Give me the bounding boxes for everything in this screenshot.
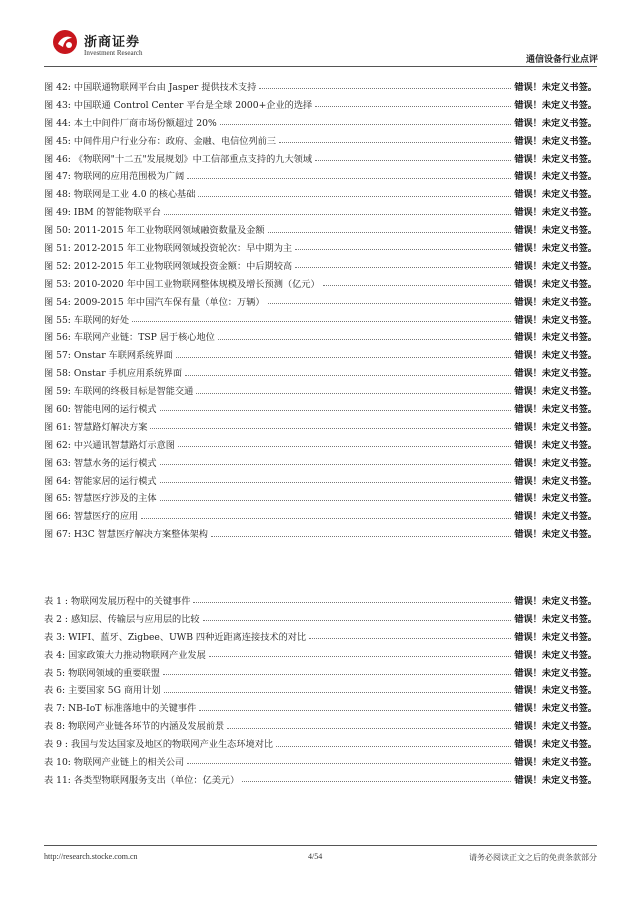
figure-entry-title: 本土中间件厂商市场份额超过 20% [73, 117, 217, 129]
figure-entry[interactable] [44, 274, 597, 292]
table-entry-title: 物联网产业链上的相关公司 [73, 756, 185, 768]
figure-entry-number: 图 48: [44, 189, 71, 201]
figure-entry[interactable] [44, 435, 597, 453]
dot-leader [163, 674, 511, 675]
table-entry-title: 物联网领域的重要联盟 [68, 667, 160, 679]
figure-entry-page-ref[interactable]: 错误！未定义书签。 [514, 511, 597, 523]
figure-entry[interactable] [44, 149, 597, 167]
table-entry[interactable] [44, 645, 597, 663]
figure-entry-page-ref[interactable]: 错误！未定义书签。 [514, 403, 597, 415]
table-entry-page-ref[interactable]: 错误！未定义书签。 [514, 774, 597, 786]
figure-entry-title: 中国联通物联网平台由 Jasper 提供技术支持 [73, 81, 257, 93]
figure-entry-number: 图 64: [44, 475, 71, 487]
figure-entry-title: 2009-2015 年中国汽车保有量（单位：万辆） [73, 296, 265, 308]
figure-entry-title: 车联网产业链：TSP 居于核心地位 [73, 332, 215, 344]
table-entry-number: 表 1 : [44, 595, 68, 607]
figure-entry[interactable] [44, 381, 597, 399]
dot-leader [268, 232, 512, 233]
table-entry-number: 表 2 : [44, 613, 68, 625]
table-entry-title: 物联网发展历程中的关键事件 [70, 595, 191, 607]
dot-leader [295, 267, 511, 268]
dot-leader [279, 142, 511, 143]
table-entry-title: WIFI、蓝牙、Zigbee、UWB 四种近距离连接技术的对比 [68, 631, 307, 643]
figure-entry-page-ref[interactable]: 错误！未定义书签。 [514, 493, 597, 505]
table-entry-page-ref[interactable]: 错误！未定义书签。 [514, 739, 597, 751]
table-entry-title: 国家政策大力推动物联网产业发展 [68, 649, 206, 661]
figure-entry[interactable] [44, 417, 597, 435]
table-entry-number: 表 5: [44, 667, 66, 679]
figure-entry-number: 图 49: [44, 207, 71, 219]
figure-entry-number: 图 60: [44, 403, 71, 415]
table-entry-number: 表 8: [44, 721, 66, 733]
figure-entry[interactable] [44, 292, 597, 310]
figure-entry-number: 图 55: [44, 314, 71, 326]
figure-entry-page-ref[interactable]: 错误！未定义书签。 [514, 475, 597, 487]
brand-name-en: Investment Research [84, 49, 143, 57]
figure-entry-number: 图 47: [44, 171, 71, 183]
dot-leader [164, 692, 512, 693]
figure-entry-title: 智能家居的运行模式 [73, 475, 157, 487]
figure-entry-number: 图 46: [44, 153, 71, 165]
table-entry[interactable] [44, 609, 597, 627]
disclaimer-note: 请务必阅读正文之后的免责条款部分 [469, 853, 597, 862]
figure-entry[interactable] [44, 327, 597, 345]
figure-entry-number: 图 45: [44, 135, 71, 147]
dot-leader [242, 781, 511, 782]
figure-entry[interactable] [44, 345, 597, 363]
figure-entry-page-ref[interactable]: 错误！未定义书签。 [514, 99, 597, 111]
figure-entry-number: 图 53: [44, 278, 71, 290]
figure-entry-number: 图 59: [44, 386, 71, 398]
figure-entry[interactable] [44, 506, 597, 524]
figure-entry-title: 《物联网"十二五"发展规划》中工信部重点支持的九大领域 [73, 153, 313, 165]
table-entry-page-ref[interactable]: 错误！未定义书签。 [514, 595, 597, 607]
table-entry-page-ref[interactable]: 错误！未定义书签。 [514, 649, 597, 661]
figure-entry-page-ref[interactable]: 错误！未定义书签。 [514, 117, 597, 129]
table-entry-number: 表 3: [44, 631, 66, 643]
dot-leader [160, 410, 512, 411]
table-entry-title: 主要国家 5G 商用计划 [68, 685, 161, 697]
dot-leader [187, 763, 511, 764]
figure-entry-page-ref[interactable]: 错误！未定义书签。 [514, 386, 597, 398]
dot-leader [141, 518, 511, 519]
figure-entry-title: 2010-2020 年中国工业物联网整体规模及增长预测（亿元） [73, 278, 320, 290]
dot-leader [220, 124, 512, 125]
table-entry[interactable] [44, 770, 597, 788]
figure-entry-page-ref[interactable]: 错误！未定义书签。 [514, 529, 597, 541]
table-entry[interactable] [44, 752, 597, 770]
figure-entry-number: 图 66: [44, 511, 71, 523]
figure-entry-title: Onstar 手机应用系统界面 [73, 368, 183, 380]
figure-entry-title: 智慧水务的运行模式 [73, 457, 157, 469]
figure-entry[interactable] [44, 524, 597, 542]
dot-leader [323, 285, 512, 286]
brand-name-cn: 浙商证券 [84, 35, 141, 50]
figure-entry-number: 图 54: [44, 296, 71, 308]
figure-entry-page-ref[interactable]: 错误！未定义书签。 [514, 296, 597, 308]
table-entry-title: NB-IoT 标准落地中的关键事件 [68, 703, 197, 715]
figure-entry-title: 2012-2015 年工业物联网领域投资轮次：早中期为主 [73, 242, 293, 254]
dot-leader [227, 728, 511, 729]
table-entry-page-ref[interactable]: 错误！未定义书签。 [514, 703, 597, 715]
figure-entry-number: 图 43: [44, 99, 71, 111]
figure-entry[interactable] [44, 363, 597, 381]
company-logo-icon [52, 29, 78, 55]
dot-leader [218, 339, 511, 340]
table-entry-page-ref[interactable]: 错误！未定义书签。 [514, 613, 597, 625]
dot-leader [198, 196, 511, 197]
figure-entry-title: 车联网的终极目标是智能交通 [73, 386, 194, 398]
dot-leader [187, 178, 511, 179]
table-entry-number: 表 10: [44, 756, 71, 768]
figure-entry-number: 图 65: [44, 493, 71, 505]
figure-entry[interactable] [44, 471, 597, 489]
figure-entry[interactable] [44, 113, 597, 131]
dot-leader [164, 214, 511, 215]
dot-leader [309, 638, 511, 639]
figure-entry-page-ref[interactable]: 错误！未定义书签。 [514, 457, 597, 469]
figure-entry-title: 2012-2015 年工业物联网领域投资金额：中后期较高 [73, 260, 293, 272]
figure-entry-number: 图 44: [44, 117, 71, 129]
figure-entry-page-ref[interactable]: 错误！未定义书签。 [514, 314, 597, 326]
figure-entry-title: Onstar 车联网系统界面 [73, 350, 173, 362]
figure-entry-number: 图 67: [44, 529, 71, 541]
dot-leader [150, 428, 511, 429]
figure-entry-page-ref[interactable]: 错误！未定义书签。 [514, 278, 597, 290]
figure-entry-page-ref[interactable]: 错误！未定义书签。 [514, 81, 597, 93]
figure-entry-number: 图 52: [44, 260, 71, 272]
dot-leader [211, 536, 511, 537]
dot-leader [259, 88, 511, 89]
figure-entry-page-ref[interactable]: 错误！未定义书签。 [514, 332, 597, 344]
figure-entry[interactable] [44, 202, 597, 220]
dot-leader [160, 500, 512, 501]
table-entry[interactable] [44, 680, 597, 698]
figure-entry-page-ref[interactable]: 错误！未定义书签。 [514, 189, 597, 201]
figure-entry-title: 智慧医疗涉及的主体 [73, 493, 157, 505]
dot-leader [193, 602, 511, 603]
figure-entry-title: 智能电网的运行模式 [73, 403, 157, 415]
figure-entry-title: 智慧医疗的应用 [73, 511, 139, 523]
table-entry-number: 表 6: [44, 685, 66, 697]
figure-entry-page-ref[interactable]: 错误！未定义书签。 [514, 350, 597, 362]
dot-leader [160, 464, 512, 465]
table-entry-number: 表 4: [44, 649, 66, 661]
dot-leader [185, 375, 511, 376]
table-entry-page-ref[interactable]: 错误！未定义书签。 [514, 631, 597, 643]
table-entry-number: 表 7: [44, 703, 66, 715]
figure-entry-number: 图 50: [44, 225, 71, 237]
figure-entry-title: 物联网是工业 4.0 的核心基础 [73, 189, 196, 201]
figure-entry-number: 图 56: [44, 332, 71, 344]
table-entry[interactable] [44, 698, 597, 716]
dot-leader [199, 710, 511, 711]
table-entry[interactable] [44, 734, 597, 752]
figure-entry[interactable] [44, 399, 597, 417]
figure-list [44, 77, 597, 542]
figure-entry[interactable] [44, 453, 597, 471]
figure-entry-title: 物联网的应用范围极为广阔 [73, 171, 185, 183]
figure-entry[interactable] [44, 184, 597, 202]
page-header [0, 0, 640, 70]
table-entry-number: 表 9 : [44, 739, 68, 751]
figure-entry[interactable] [44, 131, 597, 149]
figure-entry-page-ref[interactable]: 错误！未定义书签。 [514, 439, 597, 451]
dot-leader [178, 446, 511, 447]
dot-leader [276, 746, 511, 747]
figure-entry-number: 图 58: [44, 368, 71, 380]
figure-entry-number: 图 57: [44, 350, 71, 362]
figure-entry-title: 中兴通讯智慧路灯示意图 [73, 439, 175, 451]
figure-entry[interactable] [44, 238, 597, 256]
dot-leader [196, 393, 511, 394]
figure-entry-number: 图 63: [44, 457, 71, 469]
figure-entry-number: 图 62: [44, 439, 71, 451]
dot-leader [203, 620, 512, 621]
figure-entry[interactable] [44, 95, 597, 113]
table-entry-page-ref[interactable]: 错误！未定义书签。 [514, 721, 597, 733]
figure-entry[interactable] [44, 220, 597, 238]
figure-entry-page-ref[interactable]: 错误！未定义书签。 [514, 171, 597, 183]
figure-entry-title: H3C 智慧医疗解决方案整体架构 [73, 529, 208, 541]
table-list [44, 591, 597, 788]
dot-leader [315, 160, 511, 161]
table-entry-title: 我国与发达国家及地区的物联网产业生态环境对比 [70, 739, 274, 751]
table-entry-page-ref[interactable]: 错误！未定义书签。 [514, 756, 597, 768]
figure-entry-page-ref[interactable]: 错误！未定义书签。 [514, 153, 597, 165]
page-number: 4/54 [308, 852, 323, 861]
figure-entry-title: 中间件用户行业分布：政府、金融、电信位列前三 [73, 135, 277, 147]
table-entry[interactable] [44, 663, 597, 681]
dot-leader [209, 656, 511, 657]
report-type: 通信设备行业点评 [525, 55, 598, 65]
figure-entry-number: 图 61: [44, 421, 71, 433]
figure-entry[interactable] [44, 488, 597, 506]
figure-entry-title: 2011-2015 年工业物联网领域融资数量及金额 [73, 225, 265, 237]
figure-entry-page-ref[interactable]: 错误！未定义书签。 [514, 260, 597, 272]
figure-entry-title: 中国联通 Control Center 平台是全球 2000+企业的选择 [73, 99, 313, 111]
table-entry-page-ref[interactable]: 错误！未定义书签。 [514, 667, 597, 679]
figure-entry[interactable] [44, 310, 597, 328]
figure-entry-page-ref[interactable]: 错误！未定义书签。 [514, 225, 597, 237]
figure-entry[interactable] [44, 256, 597, 274]
figure-entry-page-ref[interactable]: 错误！未定义书签。 [514, 421, 597, 433]
header-divider [44, 66, 597, 67]
table-entry-title: 物联网产业链各环节的内涵及发展前景 [68, 721, 225, 733]
table-entry-page-ref[interactable]: 错误！未定义书签。 [514, 685, 597, 697]
footer-divider [44, 845, 597, 846]
figure-entry-title: 智慧路灯解决方案 [73, 421, 148, 433]
table-entry[interactable] [44, 716, 597, 734]
dot-leader [268, 303, 512, 304]
dot-leader [132, 321, 511, 322]
figure-entry[interactable] [44, 77, 597, 95]
figure-entry[interactable] [44, 166, 597, 184]
dot-leader [176, 357, 511, 358]
figure-entry-title: IBM 的智能物联平台 [73, 207, 161, 219]
dot-leader [315, 106, 511, 107]
table-entry[interactable] [44, 591, 597, 609]
table-entry-number: 表 11: [44, 774, 71, 786]
figure-entry-number: 图 42: [44, 81, 71, 93]
figure-entry-number: 图 51: [44, 242, 71, 254]
table-entry-title: 各类型物联网服务支出（单位：亿美元） [73, 774, 240, 786]
figure-entry-title: 车联网的好处 [73, 314, 130, 326]
table-entry[interactable] [44, 627, 597, 645]
dot-leader [160, 482, 512, 483]
figure-entry-page-ref[interactable]: 错误！未定义书签。 [514, 368, 597, 380]
footer-url: http://research.stocke.com.cn [44, 852, 138, 861]
table-entry-title: 感知层、传输层与应用层的比较 [70, 613, 200, 625]
figure-entry-page-ref[interactable]: 错误！未定义书签。 [514, 135, 597, 147]
dot-leader [295, 249, 511, 250]
figure-entry-page-ref[interactable]: 错误！未定义书签。 [514, 207, 597, 219]
figure-entry-page-ref[interactable]: 错误！未定义书签。 [514, 242, 597, 254]
